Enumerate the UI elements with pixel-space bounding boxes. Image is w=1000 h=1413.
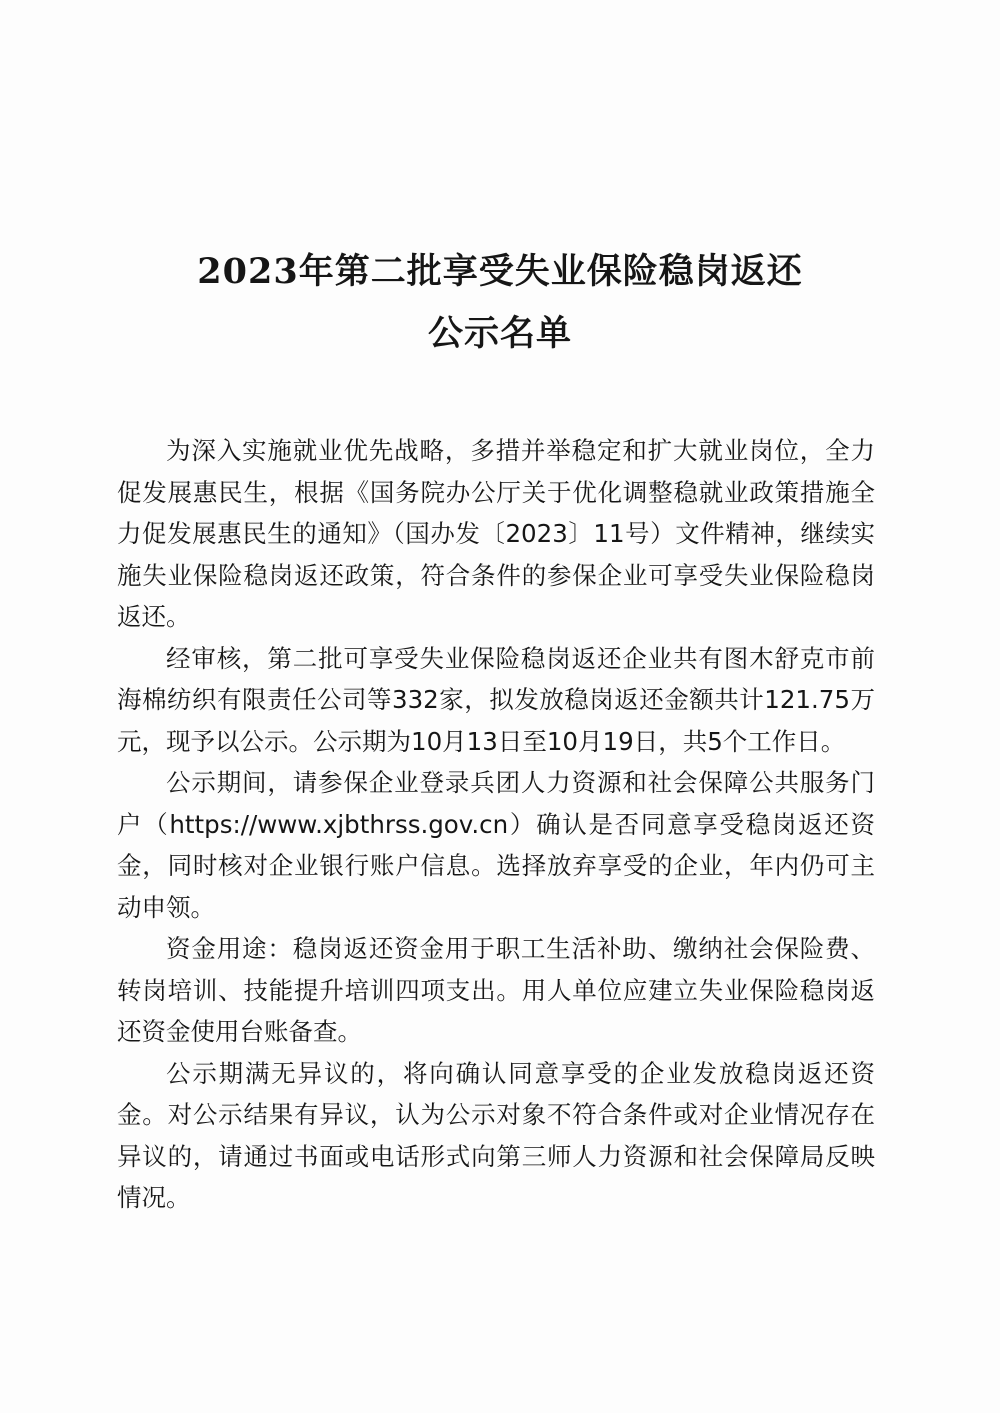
paragraph-review-result: 经审核，第二批可享受失业保险稳岗返还企业共有图木舒克市前海棉纺织有限责任公司等332家，拟发放稳岗返还金额共计121.75万元，现予以公示。公示期为10月13日至10月19日，共5个工作日。	[117, 643, 875, 756]
paragraph-policy-basis: 为深入实施就业优先战略，多措并举稳定和扩大就业岗位，全力促发展惠民生，根据《国务院办公厅关于优化调整稳就业政策措施全力促发展惠民生的通知》（国办发〔2023〕11号）文件精神，继续实施失业保险稳岗返还政策，符合条件的参保企业可享受失业保险稳岗返还。	[117, 436, 875, 631]
paragraph-objection: 公示期满无异议的，将向确认同意享受的企业发放稳岗返还资金。对公示结果有异议，认为公示对象不符合条件或对企业情况存在异议的，请通过书面或电话形式向第三师人力资源和社会保障局反映情况。	[117, 1058, 875, 1212]
paragraph-fund-usage: 资金用途：稳岗返还资金用于职工生活补助、缴纳社会保险费、转岗培训、技能提升培训四项支出。用人单位应建立失业保险稳岗返还资金使用台账备查。	[117, 934, 875, 1046]
paragraph-confirmation: 公示期间，请参保企业登录兵团人力资源和社会保障公共服务门户（https://www.xjbthrss.gov.cn）确认是否同意享受稳岗返还资金，同时核对企业银行账户信息。选择放弃享受的企业，年内仍可主动申领。	[117, 768, 875, 922]
document-body	[117, 430, 875, 1219]
document-title-line-1: 2023年第二批享受失业保险稳岗返还	[197, 251, 803, 292]
document-title-line-2: 公示名单	[427, 313, 572, 354]
